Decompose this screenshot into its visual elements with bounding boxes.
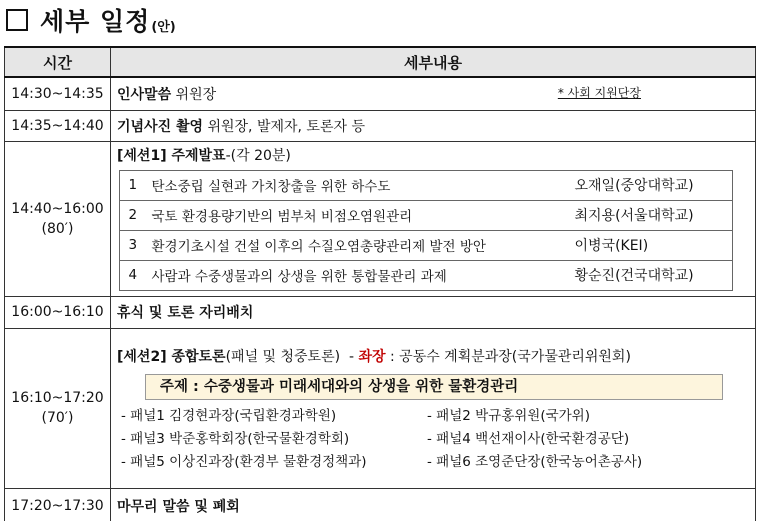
time-cell: 14:30~14:35 xyxy=(5,77,111,110)
session-suffix: (패널 및 청중토론) xyxy=(225,348,341,365)
session-tag xyxy=(117,349,226,365)
item-text: 위원장 xyxy=(171,86,217,103)
session-tag-text: [세션2] xyxy=(117,348,167,365)
table-row xyxy=(5,110,756,141)
time-cell xyxy=(5,328,111,488)
presentation-speaker: 이병국(KEI) xyxy=(569,230,733,260)
item-label: 기념사진 촬영 xyxy=(117,118,204,135)
table-row xyxy=(5,141,756,296)
list-item: - 패널3 박준홍학회장(한국물환경학회) xyxy=(121,430,350,447)
session-heading xyxy=(117,145,749,167)
content-cell xyxy=(111,328,756,488)
content-cell xyxy=(111,77,756,110)
session-tag-text: [세션1] xyxy=(117,147,167,164)
chair-prefix: - xyxy=(340,348,359,365)
presentation-number: 2 xyxy=(120,200,146,230)
title-main: 세부 일정 xyxy=(40,7,151,36)
time-header: 시간 xyxy=(5,47,111,77)
presentation-number: 1 xyxy=(120,170,146,200)
content-cell xyxy=(111,141,756,296)
presentation-speaker: 황순진(건국대학교) xyxy=(569,260,733,290)
time-cell xyxy=(5,141,111,296)
time-range: 14:40~16:00 xyxy=(11,200,104,217)
table-row xyxy=(5,328,756,488)
presentation-speaker: 최지용(서울대학교) xyxy=(569,200,733,230)
presentation-number: 4 xyxy=(120,260,146,290)
presentation-speaker: 오재일(중앙대학교) xyxy=(569,170,733,200)
session-suffix: -(각 20분) xyxy=(225,147,291,164)
schedule-table xyxy=(4,46,756,521)
time-cell: 16:00~16:10 xyxy=(5,296,111,328)
time-duration: (80′) xyxy=(41,220,74,237)
table-row xyxy=(5,77,756,110)
session-title: 종합토론 xyxy=(166,348,226,365)
content-cell xyxy=(111,488,756,521)
page-title xyxy=(6,3,176,37)
note-text xyxy=(558,84,641,101)
table-row xyxy=(5,488,756,521)
item-label: 휴식 및 토론 자리배치 xyxy=(117,305,254,321)
list-item xyxy=(120,200,733,230)
content-cell xyxy=(111,110,756,141)
item-label: 마무리 말씀 및 폐회 xyxy=(117,498,240,515)
time-cell: 14:35~14:40 xyxy=(5,110,111,141)
panel-list xyxy=(121,406,749,473)
chair-label: 좌장 xyxy=(358,348,386,365)
discussion-topic: 주제 : 수중생물과 미래세대와의 상생을 위한 물환경관리 xyxy=(145,374,723,400)
time-range: 16:10~17:20 xyxy=(11,390,104,406)
content-header: 세부내용 xyxy=(111,47,756,77)
presentation-title: 탄소중립 실현과 가치창출을 위한 하수도 xyxy=(146,170,569,200)
presentation-title: 환경기초시설 건설 이후의 수질오염총량관리제 발전 방안 xyxy=(146,230,569,260)
list-item xyxy=(120,230,733,260)
table-row xyxy=(5,296,756,328)
list-item xyxy=(120,260,733,290)
time-cell: 17:20~17:30 xyxy=(5,488,111,521)
list-item: - 패널5 이상진과장(환경부 물환경정책과) xyxy=(121,453,367,470)
presentation-title: 사람과 수중생물과의 상생을 위한 통합물관리 과제 xyxy=(146,260,569,290)
list-item: - 패널2 박규홍위원(국가위) xyxy=(427,407,590,424)
presentation-table xyxy=(119,170,733,291)
session-title: 주제발표 xyxy=(166,147,226,164)
list-item: - 패널6 조영준단장(한국농어촌공사) xyxy=(427,453,643,470)
time-duration: (70′) xyxy=(41,410,74,426)
table-header-row xyxy=(5,47,756,77)
title-sub: (안) xyxy=(151,19,176,35)
session-tag xyxy=(117,148,226,164)
list-item: - 패널1 김경현과장(국립환경과학원) xyxy=(121,407,337,424)
list-item: - 패널4 백선재이사(한국환경공단) xyxy=(427,430,630,447)
item-text: 위원장, 발제자, 토론자 등 xyxy=(203,118,365,135)
item-label: 인사말씀 xyxy=(117,86,172,103)
chair-text: : 공동수 계획분과장(국가물관리위원회) xyxy=(385,348,631,365)
list-item xyxy=(120,170,733,200)
presentation-number: 3 xyxy=(120,230,146,260)
note-underlined: * 사회 지원단장 xyxy=(557,85,641,100)
checkbox-square-icon xyxy=(6,9,28,31)
session-heading xyxy=(117,346,749,368)
content-cell xyxy=(111,296,756,328)
presentation-title: 국토 환경용량기반의 범부처 비점오염원관리 xyxy=(146,200,569,230)
